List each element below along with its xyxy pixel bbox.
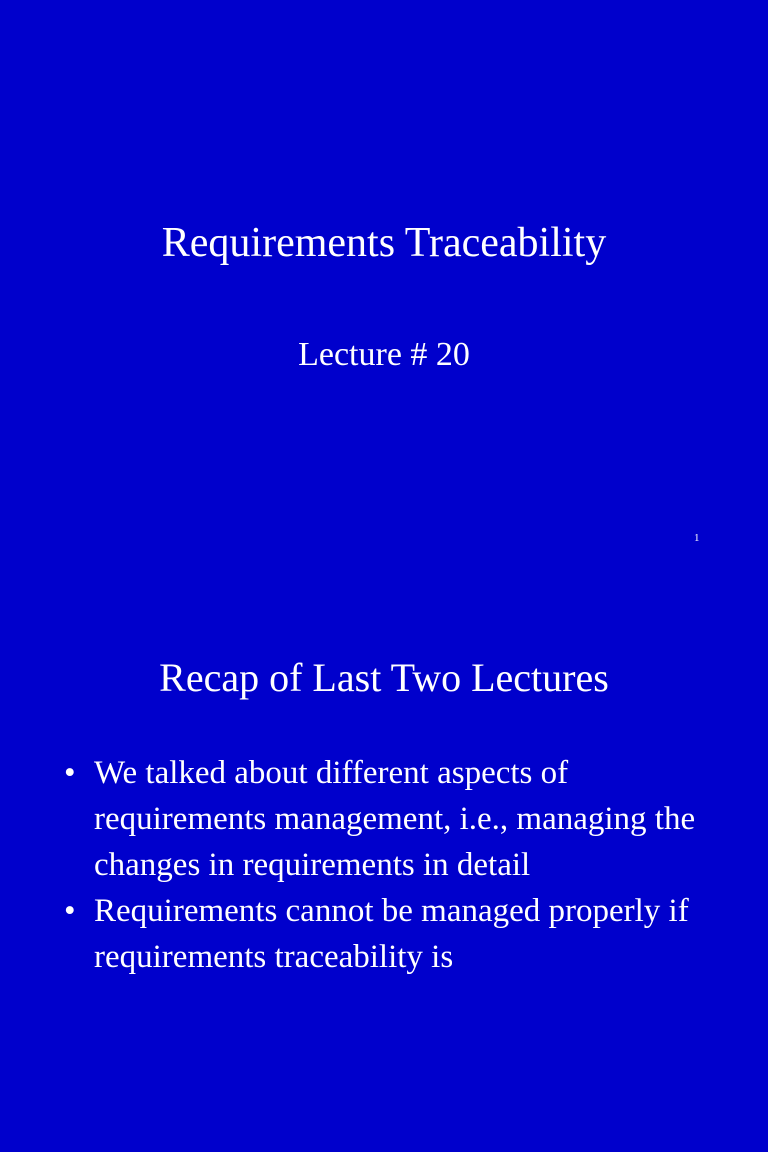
- page-number: 1: [694, 532, 700, 544]
- bullet-text: Requirements cannot be managed properly if requirements traceability is: [94, 893, 689, 975]
- slide-title: Requirements Traceability: [161, 220, 607, 266]
- bullet-list: [64, 750, 724, 980]
- bullet-item: [64, 888, 724, 980]
- bullet-text: We talked about different aspects of requirements management, i.e., managing the changes in requirements in detail: [94, 755, 696, 883]
- bullet-icon: •: [64, 893, 76, 929]
- bullet-icon: •: [64, 755, 76, 791]
- slide-subtitle: Lecture # 20: [298, 336, 470, 373]
- bullet-item: [64, 750, 724, 888]
- slide-2: [0, 576, 768, 1152]
- slide-title: Recap of Last Two Lectures: [159, 655, 609, 700]
